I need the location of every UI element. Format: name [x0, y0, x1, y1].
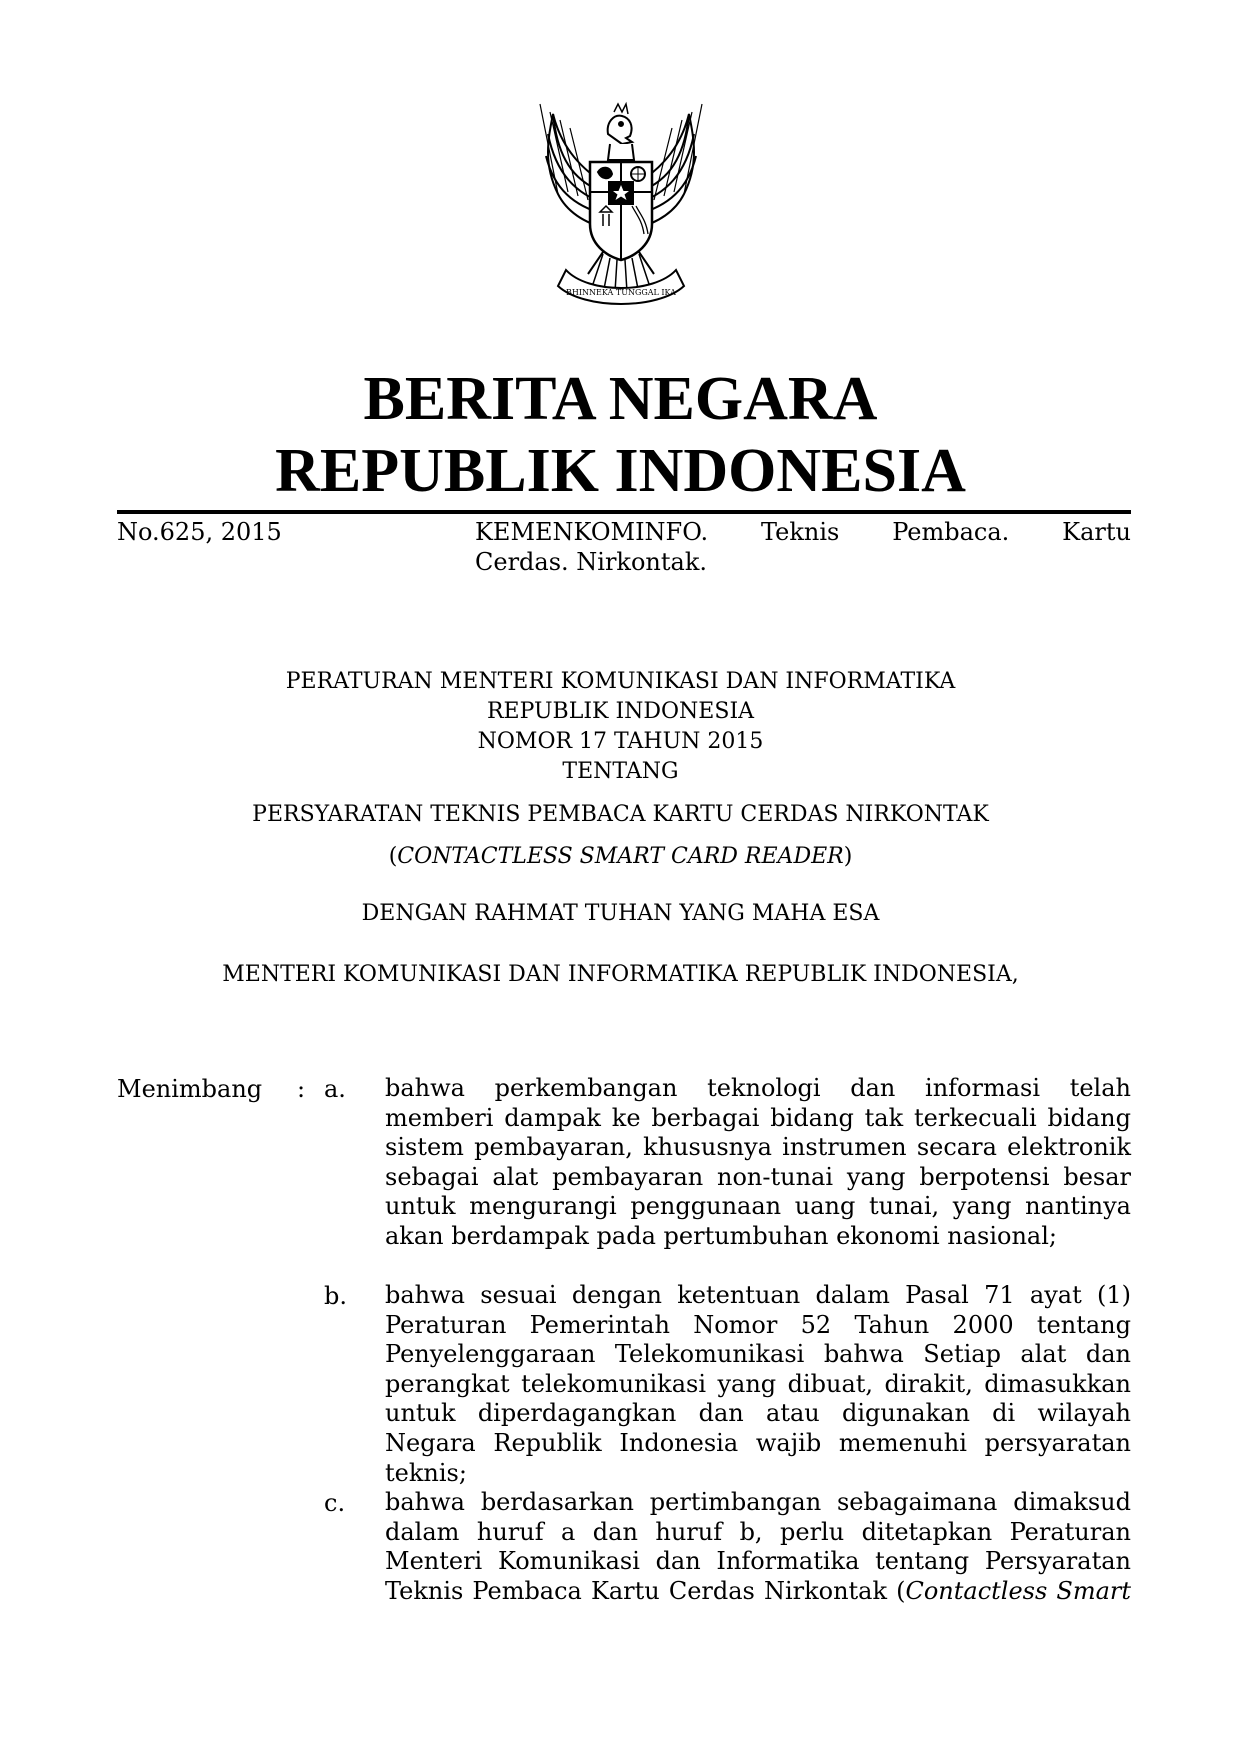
subject-english-text: CONTACTLESS SMART CARD READER	[397, 844, 844, 869]
item-text-b: bahwa sesuai dengan ketentuan dalam Pasal 71 ayat (1) Peraturan Pemerintah Nomor 52 Tahun 2000 tentang Penyelenggaraan Telekomunikasi bahwa Setiap alat dan perangkat telekomunikasi yang dibuat, dirakit, dimasukkan untuk diperdagangkan dan atau digunakan di wilayah Negara Republik Indonesia wajib memenuhi persyaratan teknis;	[385, 1281, 1131, 1487]
item-text-c-body: bahwa berdasarkan pertimbangan sebagaimana dimaksud dalam huruf a dan huruf b, perlu ditetapkan Peraturan Menteri Komunikasi dan Informatika tentang Persyaratan Teknis Pembaca Kartu Cerdas Nirkontak (	[385, 1488, 1131, 1605]
item-letter-b: b.	[324, 1282, 347, 1310]
masthead-line-2: REPUBLIK INDONESIA	[275, 437, 966, 505]
item-letter-a: a.	[324, 1075, 346, 1103]
invocation: DENGAN RAHMAT TUHAN YANG MAHA ESA	[361, 901, 880, 926]
regulation-subject-english	[0, 842, 1241, 872]
paren-close: )	[843, 844, 853, 869]
gazette-summary	[475, 517, 1131, 577]
considering-colon: :	[297, 1075, 306, 1103]
garuda-emblem	[518, 94, 724, 314]
gazette-summary-line-1: KEMENKOMINFO. Teknis Pembaca. Kartu	[475, 518, 1131, 546]
item-text-c-italic: Contactless Smart	[905, 1576, 1132, 1605]
issuer: MENTERI KOMUNIKASI DAN INFORMATIKA REPUBLIK INDONESIA,	[222, 962, 1019, 987]
paren-open: (	[388, 844, 398, 869]
gazette-summary-line-2: Cerdas. Nirkontak.	[475, 548, 708, 576]
regulation-about: TENTANG	[562, 759, 679, 784]
gazette-number: No.625, 2015	[117, 518, 282, 546]
regulation-title-line-1: PERATURAN MENTERI KOMUNIKASI DAN INFORMATIKA	[285, 669, 956, 694]
regulation-number: NOMOR 17 TAHUN 2015	[477, 729, 764, 754]
masthead-line-1: BERITA NEGARA	[363, 365, 878, 433]
item-text-c	[385, 1488, 1131, 1606]
masthead-divider	[117, 510, 1131, 514]
regulation-subject: PERSYARATAN TEKNIS PEMBACA KARTU CERDAS NIRKONTAK	[252, 802, 989, 827]
item-text-a: bahwa perkembangan teknologi dan informasi telah memberi dampak ke berbagai bidang tak terkecuali bidang sistem pembayaran, khususnya instrumen secara elektronik sebagai alat pembayaran non-tunai yang berpotensi besar untuk mengurangi penggunaan uang tunai, yang nantinya akan berdampak pada pertumbuhan ekonomi nasional;	[385, 1074, 1131, 1250]
item-letter-c: c.	[324, 1489, 346, 1517]
considering-label: Menimbang	[117, 1075, 263, 1103]
svg-text:BHINNEKA TUNGGAL IKA: BHINNEKA TUNGGAL IKA	[566, 288, 676, 297]
regulation-title-line-2: REPUBLIK INDONESIA	[486, 699, 755, 724]
